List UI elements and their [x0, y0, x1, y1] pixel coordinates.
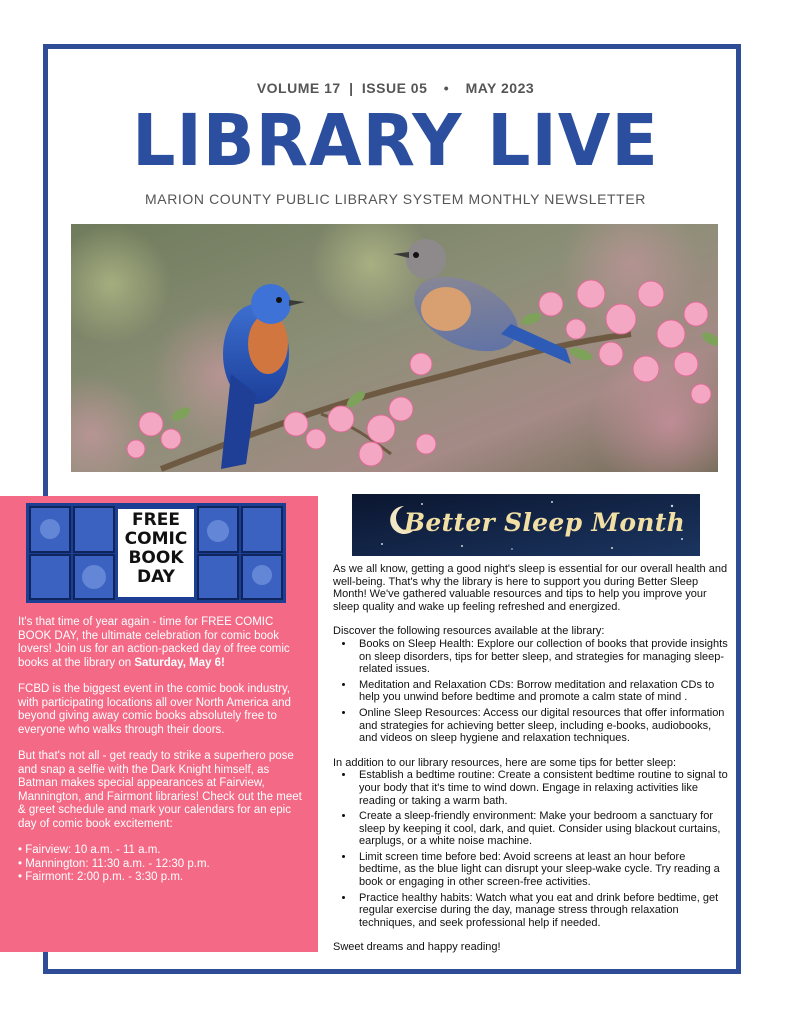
issue-line	[0, 80, 791, 96]
newsletter-subtitle: MARION COUNTY PUBLIC LIBRARY SYSTEM MONTHLY NEWSLETTER	[145, 191, 646, 207]
fcbd-logo-line: BOOK	[128, 548, 184, 568]
resource-item: • Online Sleep Resources: Access our digital resources that offer information and strategies for achieving better sleep, including e-books, audiobooks, and videos on sleep hygiene and relaxation techniques.	[355, 707, 728, 745]
fcbd-p1-text: It's that time of year again - time for FREE COMIC BOOK DAY, the ultimate celebration for comic book lovers! Join us for an action-packed day of free comic books at the library on	[18, 616, 290, 669]
fcbd-paragraph-2: FCBD is the biggest event in the comic book industry, with participating locations all over North America and beyond giving away comic books absolutely free to everyone who walks through their doors.	[18, 683, 291, 736]
tips-list	[333, 769, 728, 929]
issue-separator: |	[349, 80, 354, 96]
tip-item: • Establish a bedtime routine: Create a consistent bedtime routine to signal to your body that it's time to wind down. Engage in relaxing activities like reading or taking a warm bath.	[355, 769, 728, 807]
fcbd-logo-line: COMIC	[124, 529, 188, 549]
comic-book-banner-image	[26, 503, 286, 603]
schedule-item: • Mannington: 11:30 a.m. - 12:30 p.m.	[18, 857, 210, 870]
better-sleep-banner	[352, 494, 700, 556]
fcbd-article	[18, 616, 308, 885]
issue-date: MAY 2023	[465, 80, 535, 96]
sleep-banner-title: Better Sleep Month	[404, 508, 686, 537]
sleep-intro: As we all know, getting a good night's sleep is essential for our overall health and well-being. That's why the library is here to support you during Better Sleep Month! We've gathered valuable resources and tips to help you improve your sleep quality and wake up feeling refreshed and energized.	[333, 563, 728, 613]
masthead-title: LIBRARY LIVE	[132, 100, 659, 183]
fcbd-paragraph-3: But that's not all - get ready to strike a superhero pose and snap a selfie with the Dark Knight himself, as Batman makes special appearances at Fairview, Mannington, and Fairmont libraries! Check out the meet & greet schedule and mark your calendars for an epic day of comic book excitement:	[18, 750, 302, 830]
fcbd-date-bold: Saturday, May 6!	[134, 656, 225, 669]
tip-item: • Limit screen time before bed: Avoid screens at least an hour before bedtime, as the blue light can disrupt your sleep-wake cycle. Try reading a book or engaging in other screen-free activities.	[355, 851, 728, 889]
free-comic-book-day-panel	[0, 496, 318, 952]
resources-lead: Discover the following resources available at the library:	[333, 625, 605, 638]
issue-bullet: •	[443, 80, 450, 96]
volume-label: VOLUME 17	[256, 80, 341, 96]
issue-label: ISSUE 05	[361, 80, 428, 96]
fcbd-paragraph-1	[18, 616, 308, 670]
hero-image-bluebirds	[71, 224, 718, 472]
sleep-closing: Sweet dreams and happy reading!	[333, 941, 501, 954]
fcbd-logo-line: FREE	[132, 510, 180, 530]
resources-list	[333, 638, 728, 745]
resource-item: • Meditation and Relaxation CDs: Borrow meditation and relaxation CDs to help you unwind before bedtime and promote a calm state of mind .	[355, 679, 728, 704]
tip-item: • Create a sleep-friendly environment: Make your bedroom a sanctuary for sleep by keeping it cool, dark, and quiet. Consider using blackout curtains, earplugs, or a white noise machine.	[355, 810, 728, 848]
resource-item: • Books on Sleep Health: Explore our collection of books that provide insights on sleep disorders, tips for better sleep, and strategies for managing sleep-related issues.	[355, 638, 728, 676]
fcbd-logo-line: DAY	[137, 567, 175, 587]
fcbd-schedule-list	[18, 844, 308, 885]
tips-lead: In addition to our library resources, here are some tips for better sleep:	[333, 756, 677, 769]
schedule-item: • Fairview: 10 a.m. - 11 a.m.	[18, 844, 161, 856]
tip-item: • Practice healthy habits: Watch what you eat and drink before bedtime, get regular exercise during the day, manage stress through relaxation techniques, and seek professional help if needed.	[355, 892, 728, 930]
fcbd-logo	[118, 511, 194, 587]
better-sleep-article	[333, 563, 728, 966]
schedule-item: • Fairmont: 2:00 p.m. - 3:30 p.m.	[18, 871, 184, 883]
